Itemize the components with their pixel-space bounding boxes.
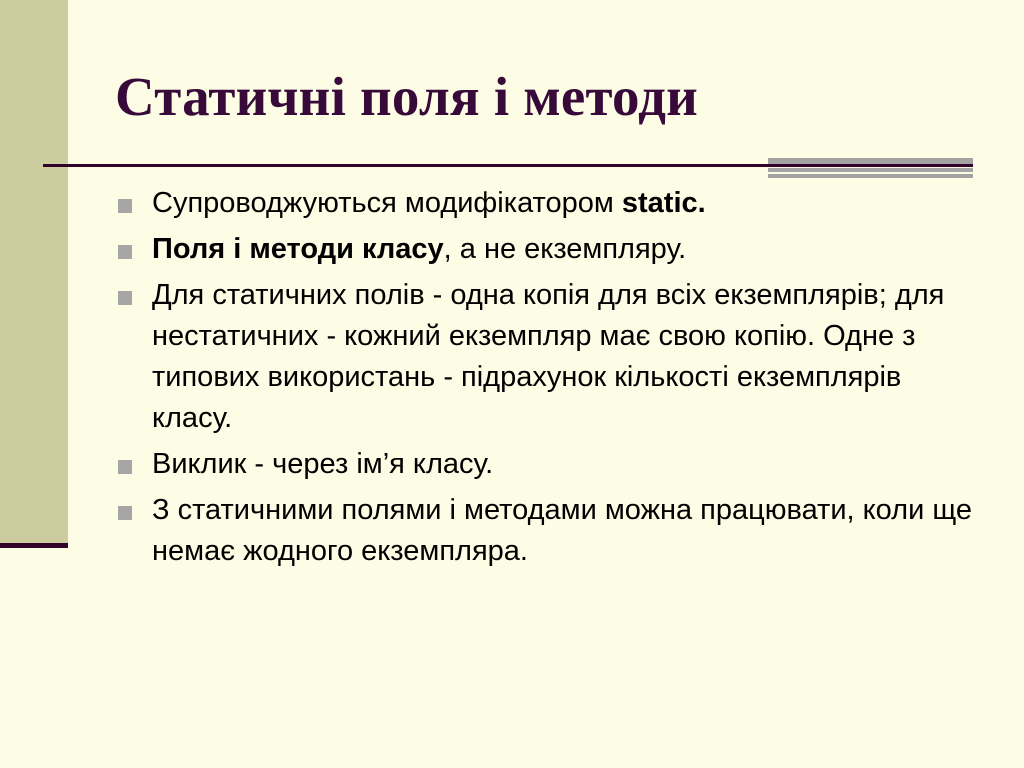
bullet-item — [115, 444, 975, 485]
bullet-bold-text: static. — [621, 187, 706, 219]
bullet-list — [115, 183, 975, 577]
bullet-text: З статичними полями і методами можна працювати, коли ще немає жодного екземпляра. — [152, 494, 973, 567]
slide-title: Статичні поля і методи — [115, 66, 699, 127]
bullet-text: , а не екземпляру. — [443, 233, 687, 265]
bullet-text: Виклик - через ім’я класу. — [152, 448, 494, 480]
title-underline — [43, 164, 973, 167]
decorative-stripe — [768, 174, 973, 178]
bullet-text: Супроводжуються модифікатором — [152, 187, 622, 219]
bullet-item — [115, 183, 975, 224]
square-bullet-icon — [118, 506, 132, 520]
square-bullet-icon — [118, 199, 132, 213]
bullet-text: Для статичних полів - одна копія для всіх екземплярів; для нестатичних - кожний екземпляр має свою копію. Одне з типових використань - підрахунок кількості екземплярів класу. — [152, 279, 945, 434]
square-bullet-icon — [118, 460, 132, 474]
decorative-stripe — [768, 158, 973, 164]
square-bullet-icon — [118, 245, 132, 259]
left-accent-bar — [0, 0, 68, 545]
decorative-stripe — [768, 168, 973, 172]
square-bullet-icon — [118, 291, 132, 305]
bullet-bold-text: Поля і методи класу — [152, 233, 444, 265]
bullet-item — [115, 490, 975, 572]
bullet-item — [115, 229, 975, 270]
bullet-item — [115, 275, 975, 439]
left-accent-rule — [0, 543, 68, 548]
